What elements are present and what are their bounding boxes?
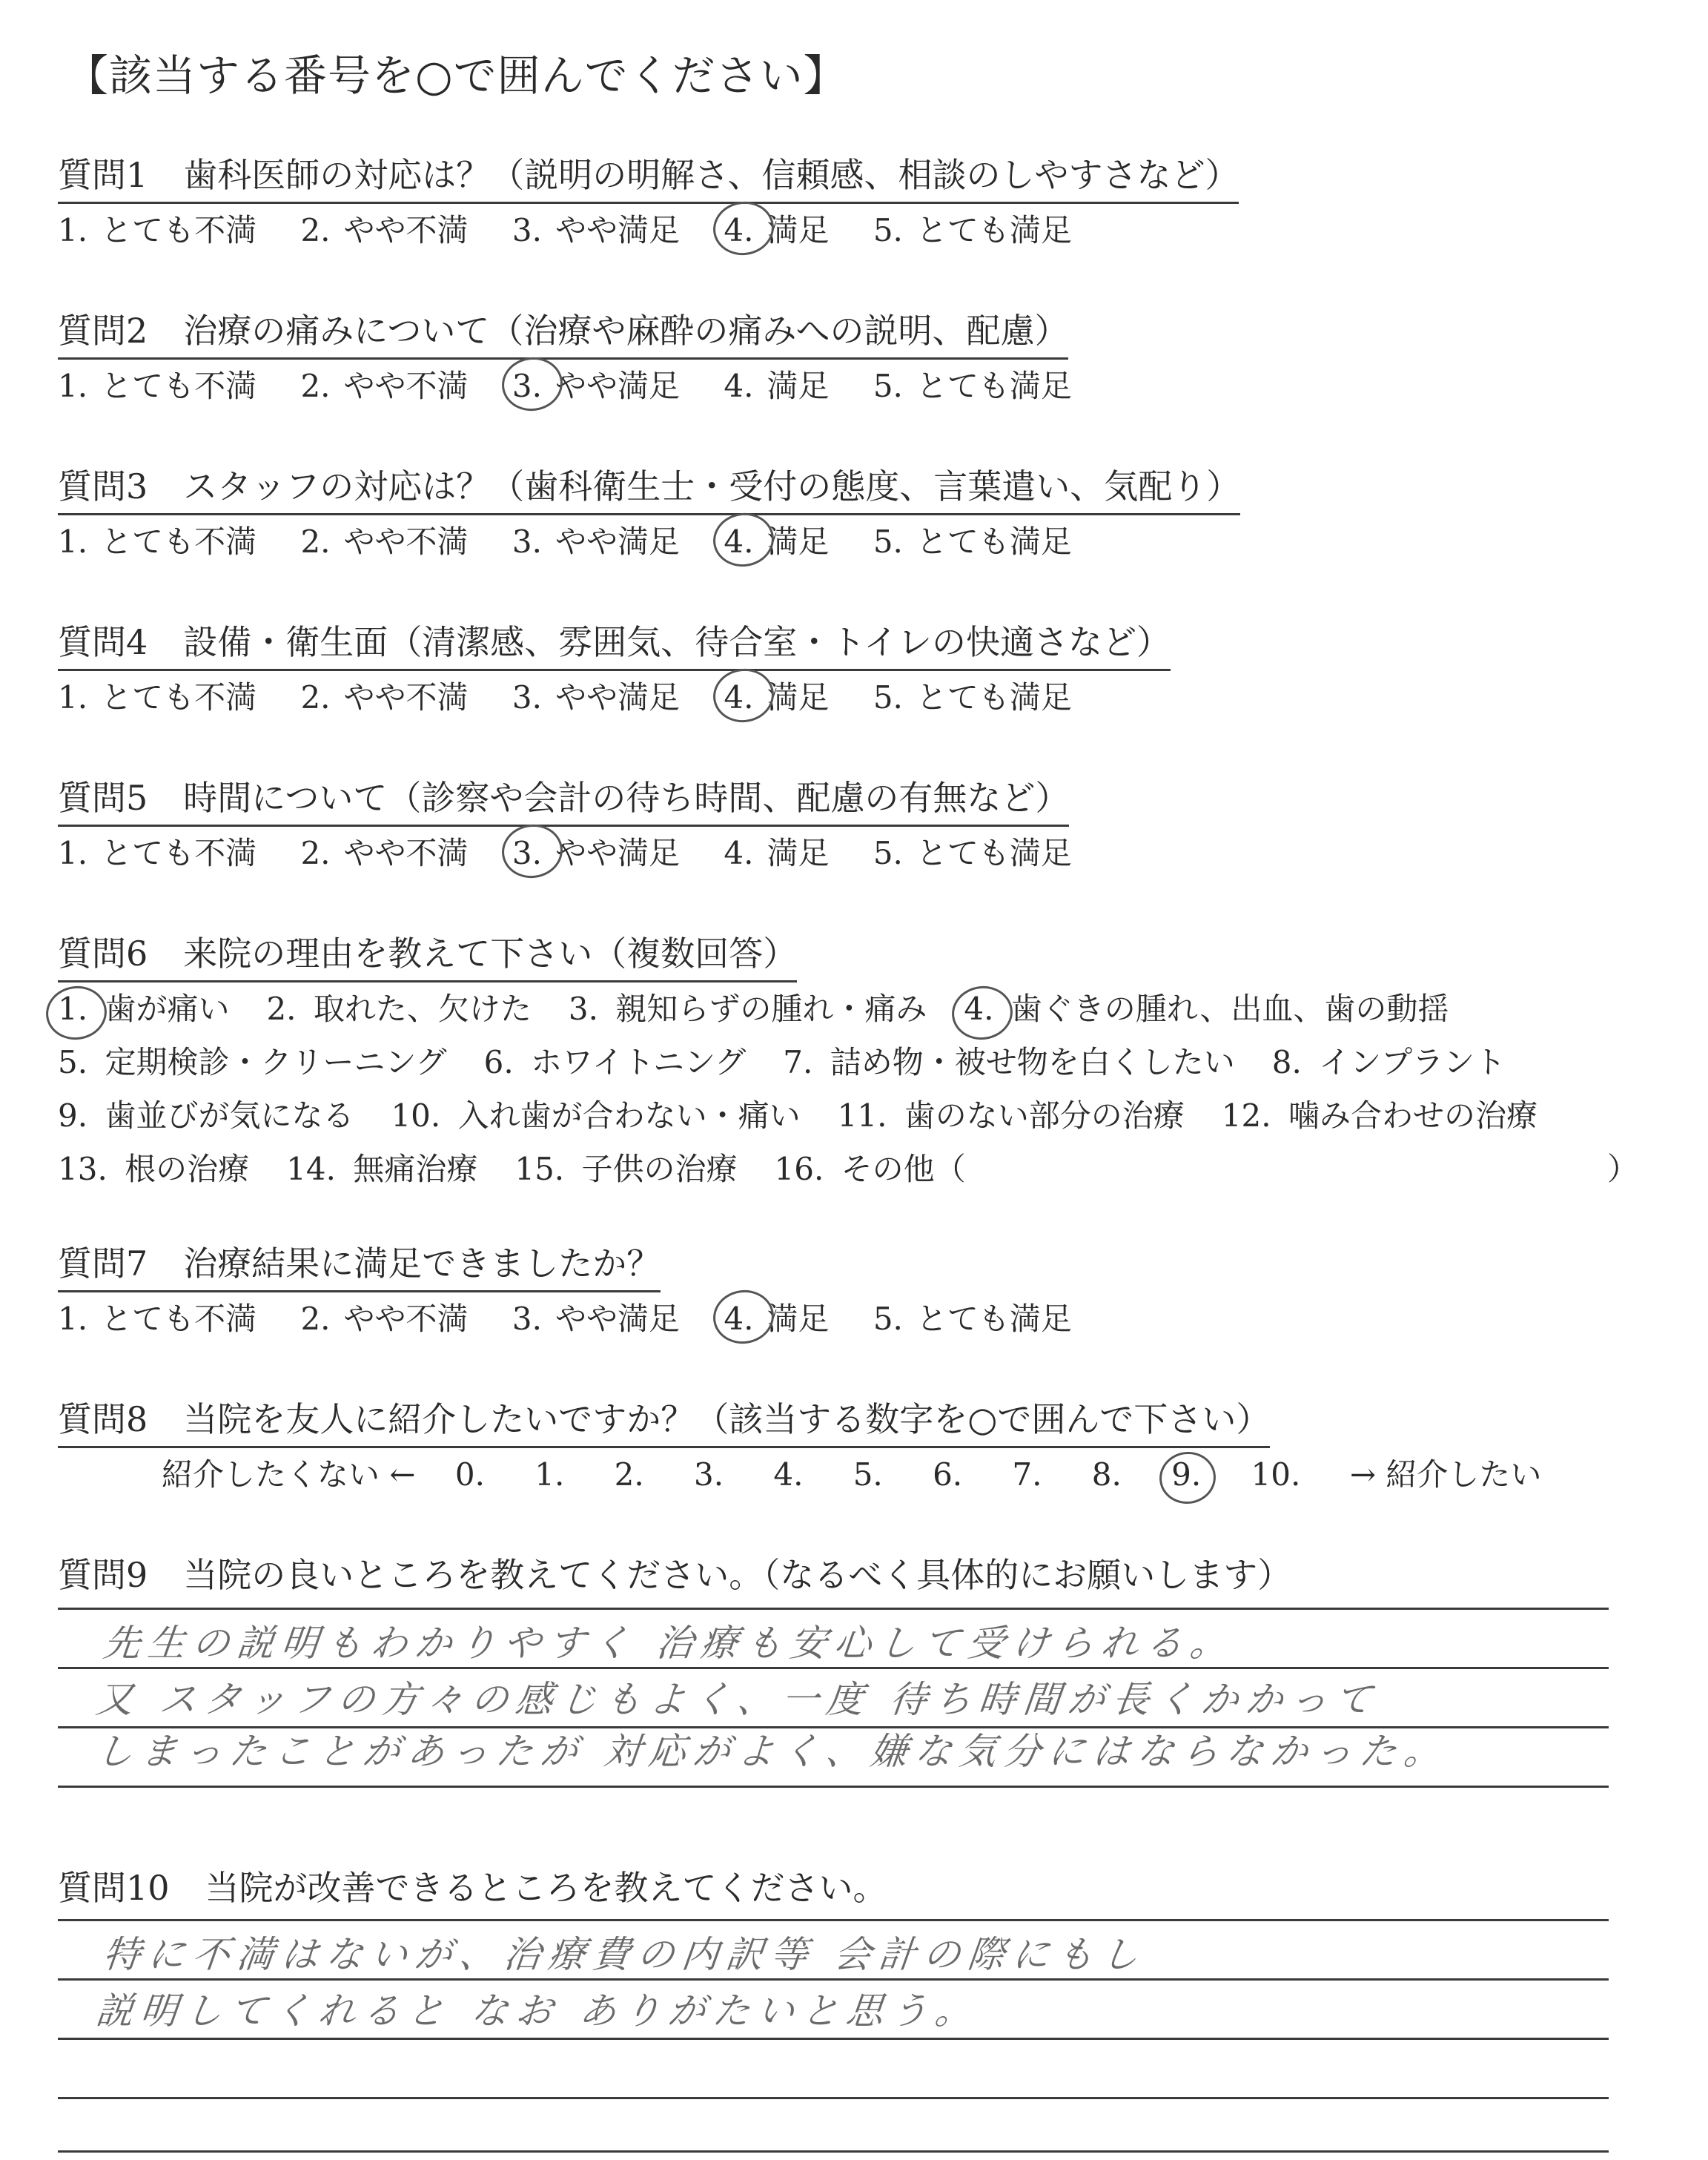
selection-circle — [1156, 1448, 1219, 1507]
question-number: 質問3 — [58, 466, 148, 506]
reason-2[interactable]: 2. 取れた、欠けた — [266, 991, 532, 1027]
scale-1[interactable]: 1. — [534, 1456, 565, 1493]
answer-line — [58, 2097, 1609, 2099]
question-7-options — [58, 1295, 1106, 1339]
reason-16-other[interactable]: 16. その他（ — [774, 1151, 966, 1187]
scale-8[interactable]: 8. — [1091, 1456, 1122, 1493]
reason-15[interactable]: 15. 子供の治療 — [514, 1151, 738, 1187]
question-2-options — [58, 362, 1106, 406]
option-5[interactable]: 5. とても満足 — [873, 212, 1072, 248]
question-6-row-1 — [58, 985, 1463, 1029]
option-1[interactable]: 1. とても不満 — [58, 835, 257, 871]
question-number: 質問10 — [58, 1868, 170, 1908]
page-heading: 【該当する番号を○で囲んでください】 — [65, 50, 847, 101]
selection-circle — [710, 665, 778, 727]
selection-circle — [498, 354, 566, 415]
answer-line — [58, 2150, 1609, 2153]
question-6-row-4 — [58, 1145, 981, 1189]
question-number: 質問9 — [58, 1555, 148, 1595]
option-1[interactable]: 1. とても不満 — [58, 212, 257, 248]
option-5[interactable]: 5. とても満足 — [873, 524, 1072, 560]
reason-3[interactable]: 3. 親知らずの腫れ・痛み — [568, 991, 927, 1027]
option-4-selected[interactable]: 4. 満足 — [724, 518, 829, 562]
option-3-selected[interactable]: 3. やや満足 — [512, 829, 680, 873]
option-3[interactable]: 3. やや満足 — [512, 212, 680, 248]
scale-4[interactable]: 4. — [773, 1456, 804, 1493]
selection-circle — [498, 821, 566, 882]
question-number: 質問2 — [58, 311, 148, 351]
option-3[interactable]: 3. やや満足 — [512, 1301, 680, 1337]
question-5-title — [58, 771, 1069, 827]
q10-handwriting-line-2[interactable]: 説明してくれると なお ありがたいと思う。 — [93, 1989, 982, 2032]
option-1[interactable]: 1. とても不満 — [58, 679, 257, 716]
question-number: 質問5 — [58, 778, 148, 818]
question-6-title — [58, 927, 797, 982]
reason-6[interactable]: 6. ホワイトニング — [483, 1044, 747, 1080]
question-8-title — [58, 1393, 1270, 1448]
option-4[interactable]: 4. 満足 — [724, 368, 830, 404]
question-number: 質問1 — [58, 155, 148, 195]
question-text: 歯科医師の対応は？（説明の明解さ、信頼感、相談のしやすさなど） — [183, 155, 1239, 195]
question-text: 当院の良いところを教えてください。（なるべく具体的にお願いします） — [183, 1555, 1292, 1595]
scale-10[interactable]: 10. — [1251, 1456, 1301, 1493]
q9-handwriting-line-3[interactable]: しまったことがあったが 対応がよく、嫌な気分にはならなかった。 — [93, 1730, 1452, 1773]
question-number: 質問8 — [58, 1399, 148, 1439]
question-6-row-3 — [58, 1091, 1552, 1136]
question-2-title — [58, 304, 1068, 360]
answer-line — [58, 2038, 1609, 2040]
scale-9-selected[interactable]: 9. — [1171, 1456, 1241, 1493]
scale-7[interactable]: 7. — [1012, 1456, 1042, 1493]
selection-circle — [710, 1287, 778, 1348]
selection-circle — [949, 982, 1016, 1044]
answer-line — [58, 1667, 1609, 1669]
option-5[interactable]: 5. とても満足 — [873, 1301, 1072, 1337]
answer-line — [58, 1919, 1609, 1921]
reason-5[interactable]: 5. 定期検診・クリーニング — [58, 1044, 447, 1080]
scale-6[interactable]: 6. — [933, 1456, 963, 1493]
option-5[interactable]: 5. とても満足 — [873, 835, 1072, 871]
option-1[interactable]: 1. とても不満 — [58, 368, 257, 404]
reason-7[interactable]: 7. 詰め物・被せ物を白くしたい — [783, 1044, 1235, 1080]
reason-13[interactable]: 13. 根の治療 — [58, 1151, 250, 1187]
selection-circle — [710, 509, 778, 571]
question-text: 設備・衛生面（清潔感、雰囲気、待合室・トイレの快適さなど） — [183, 622, 1171, 662]
question-1-options — [58, 206, 1106, 251]
question-6-row-2 — [58, 1038, 1520, 1083]
question-3-options — [58, 518, 1106, 562]
selection-circle — [710, 198, 778, 260]
reason-9[interactable]: 9. 歯並びが気になる — [58, 1097, 354, 1134]
question-text: スタッフの対応は？（歯科衛生士・受付の態度、言葉遣い、気配り） — [183, 466, 1241, 506]
reason-14[interactable]: 14. 無痛治療 — [286, 1151, 478, 1187]
question-4-title — [58, 615, 1171, 671]
question-1-title — [58, 148, 1239, 204]
option-5[interactable]: 5. とても満足 — [873, 368, 1072, 404]
scale-0[interactable]: 0. — [454, 1456, 485, 1493]
option-2[interactable]: 2. やや不満 — [300, 524, 469, 560]
option-4-selected[interactable]: 4. 満足 — [724, 673, 829, 718]
option-2[interactable]: 2. やや不満 — [300, 835, 469, 871]
option-4-selected[interactable]: 4. 満足 — [724, 206, 829, 251]
other-close-paren: ） — [1607, 1151, 1639, 1187]
option-4-selected[interactable]: 4. 満足 — [724, 1295, 829, 1339]
scale-5[interactable]: 5. — [853, 1456, 883, 1493]
scale-left-label: 紹介したくない ← — [162, 1456, 416, 1493]
reason-1-selected[interactable]: 1. 歯が痛い — [58, 991, 236, 1027]
reason-4-selected[interactable]: 4. 歯ぐきの腫れ、出血、歯の動揺 — [964, 991, 1456, 1027]
question-number: 質問4 — [58, 622, 148, 662]
reason-8[interactable]: 8. インプラント — [1271, 1044, 1506, 1080]
option-1[interactable]: 1. とても不満 — [58, 524, 257, 560]
reason-11[interactable]: 11. 歯のない部分の治療 — [837, 1097, 1185, 1134]
option-3[interactable]: 3. やや満足 — [512, 679, 680, 716]
scale-2[interactable]: 2. — [614, 1456, 644, 1493]
question-9-title — [58, 1548, 1291, 1597]
option-4[interactable]: 4. 満足 — [724, 835, 830, 871]
option-2[interactable]: 2. やや不満 — [300, 368, 469, 404]
option-3[interactable]: 3. やや満足 — [512, 524, 680, 560]
option-2[interactable]: 2. やや不満 — [300, 1301, 469, 1337]
option-2[interactable]: 2. やや不満 — [300, 679, 469, 716]
question-7-title — [58, 1237, 661, 1292]
option-3-selected[interactable]: 3. やや満足 — [512, 362, 680, 406]
question-text: 治療の痛みについて（治療や麻酔の痛みへの説明、配慮） — [183, 311, 1069, 351]
option-5[interactable]: 5. とても満足 — [873, 679, 1072, 716]
option-2[interactable]: 2. やや不満 — [300, 212, 469, 248]
q10-handwriting-line-1[interactable]: 特に不満はないが、治療費の内訳等 会計の際にもし — [101, 1933, 1148, 1976]
answer-line — [58, 1786, 1609, 1788]
question-text: 時間について（診察や会計の待ち時間、配慮の有無など） — [183, 778, 1070, 818]
selection-circle — [42, 982, 110, 1044]
question-5-options — [58, 829, 1106, 873]
reason-10[interactable]: 10. 入れ歯が合わない・痛い — [391, 1097, 801, 1134]
recommend-scale — [162, 1450, 1541, 1495]
question-3-title — [58, 460, 1240, 515]
question-text: 当院が改善できるところを教えてください。 — [205, 1868, 887, 1908]
scale-3[interactable]: 3. — [693, 1456, 724, 1493]
scale-right-label: → 紹介したい — [1349, 1456, 1542, 1493]
question-4-options — [58, 673, 1106, 718]
question-number: 質問6 — [58, 934, 148, 974]
answer-line — [58, 1608, 1609, 1610]
q9-handwriting-line-1[interactable]: 先生の説明もわかりやすく 治療も安心して受けられる。 — [101, 1622, 1237, 1665]
answer-line — [58, 1978, 1609, 1981]
reason-12[interactable]: 12. 噛み合わせの治療 — [1221, 1097, 1537, 1134]
question-text: 治療結果に満足できましたか？ — [183, 1244, 661, 1284]
question-text: 当院を友人に紹介したいですか？（該当する数字を○で囲んで下さい） — [183, 1399, 1271, 1439]
question-text: 来院の理由を教えて下さい（複数回答） — [183, 934, 798, 974]
question-number: 質問7 — [58, 1244, 148, 1284]
option-1[interactable]: 1. とても不満 — [58, 1301, 257, 1337]
question-10-title — [58, 1861, 887, 1910]
q9-handwriting-line-2[interactable]: 又 スタッフの方々の感じもよく、一度 待ち時間が長くかかって — [93, 1678, 1382, 1721]
